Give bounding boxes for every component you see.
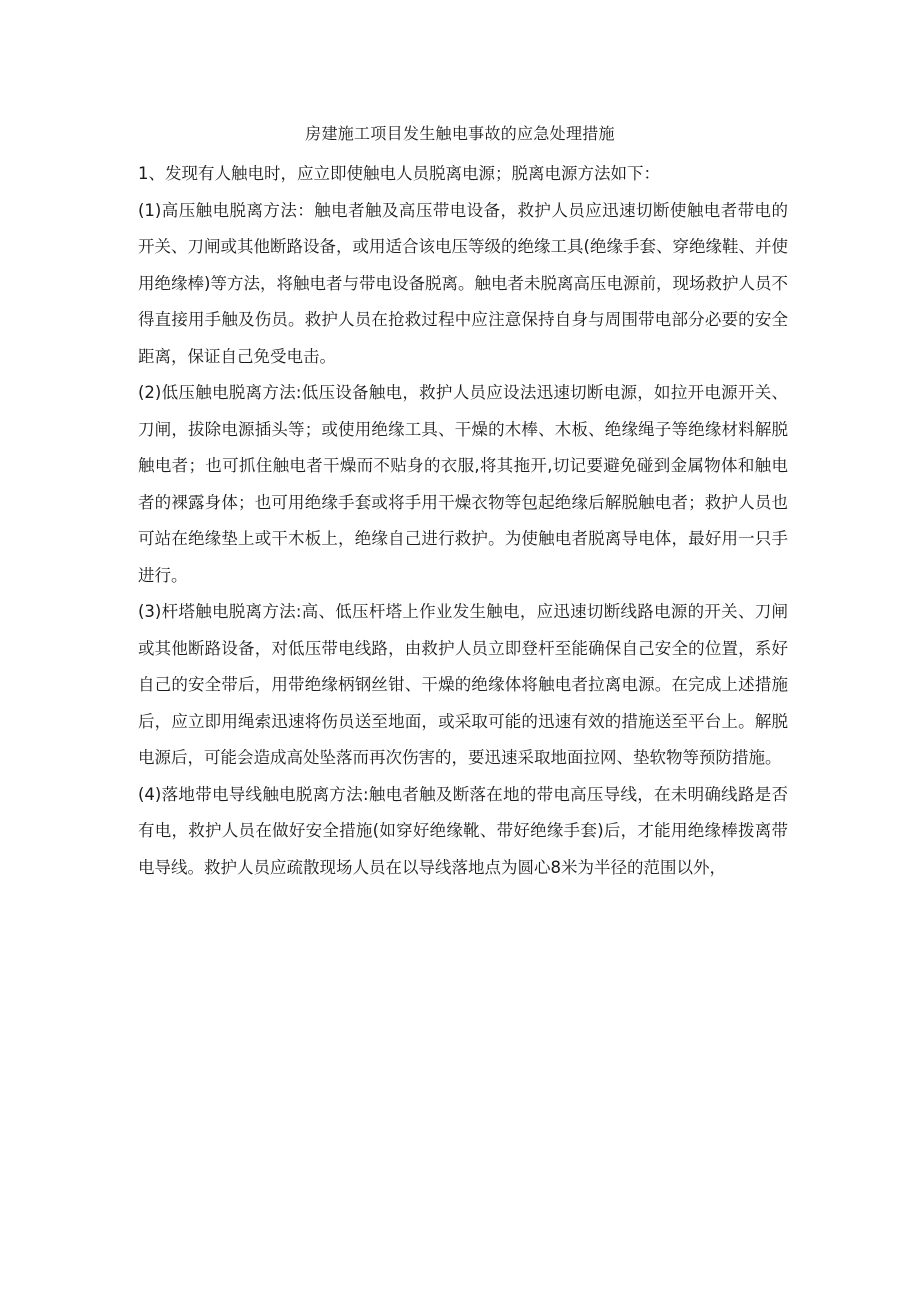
document-title: 房建施工项目发生触电事故的应急处理措施 [305, 124, 615, 143]
paragraph-intro: 1、发现有人触电时，应立即使触电人员脱离电源；脱离电源方法如下： [138, 164, 660, 183]
document-body [138, 156, 788, 886]
paragraph-high-voltage: (1)高压触电脱离方法：触电者触及高压带电设备，救护人员应迅速切断使触电者带电的开关、刀闸或其他断路设备，或用适合该电压等级的绝缘工具(绝缘手套、穿绝缘鞋、并使用绝缘棒)等方法，将触电者与带电设备脱离。触电者未脱离高压电源前，现场救护人员不得直接用手触及伤员。救护人员在抢救过程中应注意保持自身与周围带电部分必要的安全距离，保证自己免受电击。 [138, 200, 788, 366]
paragraph-low-voltage: (2)低压触电脱离方法:低压设备触电，救护人员应设法迅速切断电源，如拉开电源开关、刀闸，拔除电源插头等；或使用绝缘工具、干燥的木棒、木板、绝缘绳子等绝缘材料解脱触电者；也可抓住触电者干燥而不贴身的衣服,将其拖开,切记要避免碰到金属物体和触电者的裸露身体；也可用绝缘手套或将手用干燥衣物等包起绝缘后解脱触电者；救护人员也可站在绝缘垫上或干木板上，绝缘自己进行救护。为使触电者脱离导电体，最好用一只手进行。 [138, 383, 788, 585]
paragraph-tower: (3)杆塔触电脱离方法:高、低压杆塔上作业发生触电，应迅速切断线路电源的开关、刀闸或其他断路设备，对低压带电线路，由救护人员立即登杆至能确保自己安全的位置，系好自己的安全带后，用带绝缘柄钢丝钳、干燥的绝缘体将触电者拉离电源。在完成上述措施后，应立即用绳索迅速将伤员送至地面，或采取可能的迅速有效的措施送至平台上。解脱电源后，可能会造成高处坠落而再次伤害的，要迅速采取地面拉网、垫软物等预防措施。 [138, 602, 788, 767]
paragraph-fallen-wire: (4)落地带电导线触电脱离方法:触电者触及断落在地的带电高压导线，在未明确线路是否有电，救护人员在做好安全措施(如穿好绝缘靴、带好绝缘手套)后，才能用绝缘棒拨离带电导线。救护人员应疏散现场人员在以导线落地点为圆心8米为半径的范围以外， [138, 784, 788, 877]
